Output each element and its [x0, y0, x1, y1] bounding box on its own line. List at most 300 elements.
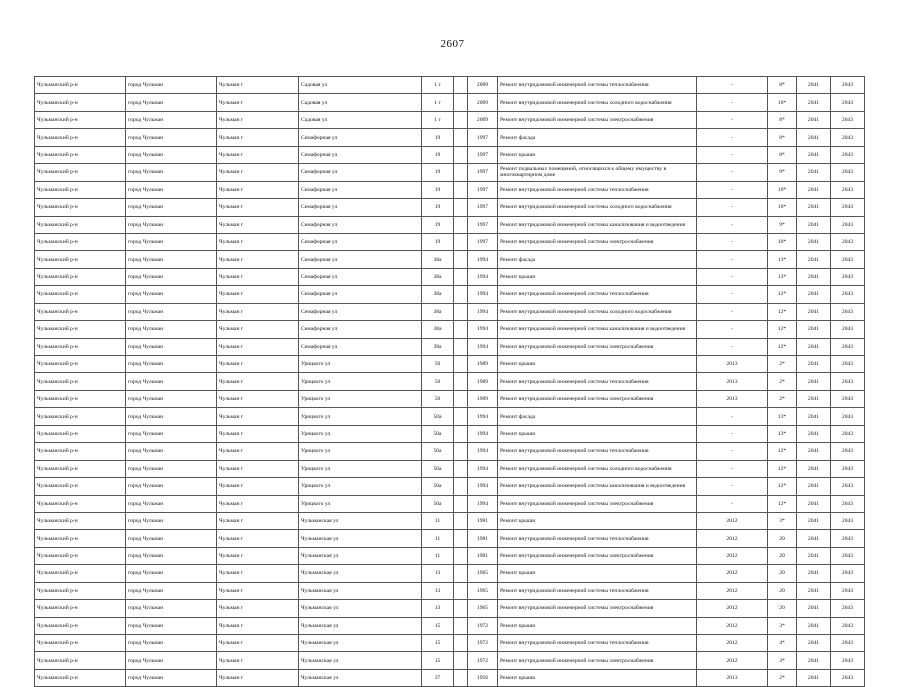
house-number-cell: 50 — [422, 390, 454, 407]
settlement-cell: город Чульман — [126, 425, 217, 442]
settlement-cell: город Чульман — [126, 565, 217, 582]
start-year-cell: 2041 — [797, 652, 831, 669]
locality-cell: Чульман г — [217, 94, 299, 111]
build-year-cell: 1994 — [468, 321, 498, 338]
table-row — [35, 408, 865, 425]
locality-cell: Чульман г — [217, 443, 299, 460]
work-type-cell: Ремонт внутридомовой инженерной системы канализования и водоотведения — [498, 478, 697, 495]
work-type-cell: Ремонт внутридомовой инженерной системы теплоснабжения — [498, 635, 697, 652]
street-cell: Чульманская ул — [299, 652, 422, 669]
locality-cell: Чульман г — [217, 408, 299, 425]
blank-cell — [454, 478, 468, 495]
blank-cell — [454, 373, 468, 390]
house-number-cell: 19 — [422, 216, 454, 233]
last-repair-cell: 2012 — [697, 582, 768, 599]
work-type-cell: Ремонт крыши — [498, 617, 697, 634]
work-type-cell: Ремонт крыши — [498, 146, 697, 163]
settlement-cell: город Чульман — [126, 94, 217, 111]
locality-cell: Чульман г — [217, 356, 299, 373]
settlement-cell: город Чульман — [126, 268, 217, 285]
street-cell: Чульманская ул — [299, 512, 422, 529]
table-row — [35, 617, 865, 634]
end-year-cell: 2043 — [831, 408, 865, 425]
start-year-cell: 2041 — [797, 321, 831, 338]
end-year-cell: 2043 — [831, 146, 865, 163]
period-cell: 20 — [768, 582, 797, 599]
period-cell: 2* — [768, 356, 797, 373]
house-number-cell: 50 — [422, 356, 454, 373]
settlement-cell: город Чульман — [126, 303, 217, 320]
build-year-cell: 2009 — [468, 111, 498, 128]
build-year-cell: 1965 — [468, 600, 498, 617]
house-number-cell: 19 — [422, 146, 454, 163]
end-year-cell: 2043 — [831, 77, 865, 94]
street-cell: Семафорная ул — [299, 321, 422, 338]
settlement-cell: город Чульман — [126, 146, 217, 163]
district-cell: Чульманский р-н — [35, 129, 126, 146]
blank-cell — [454, 460, 468, 477]
table-row — [35, 199, 865, 216]
build-year-cell: 1981 — [468, 512, 498, 529]
district-cell: Чульманский р-н — [35, 495, 126, 512]
blank-cell — [454, 303, 468, 320]
start-year-cell: 2041 — [797, 303, 831, 320]
start-year-cell: 2041 — [797, 216, 831, 233]
work-type-cell: Ремонт внутридомовой инженерной системы электроснабжения — [498, 495, 697, 512]
last-repair-cell: - — [697, 425, 768, 442]
house-number-cell: 15 — [422, 635, 454, 652]
street-cell: Семафорная ул — [299, 233, 422, 250]
settlement-cell: город Чульман — [126, 547, 217, 564]
start-year-cell: 2041 — [797, 617, 831, 634]
street-cell: Семафорная ул — [299, 216, 422, 233]
house-number-cell: 50а — [422, 460, 454, 477]
street-cell: Урицкого ул — [299, 495, 422, 512]
settlement-cell: город Чульман — [126, 356, 217, 373]
house-number-cell: 1 г — [422, 77, 454, 94]
period-cell: 12* — [768, 286, 797, 303]
start-year-cell: 2041 — [797, 181, 831, 198]
last-repair-cell: 2013 — [697, 669, 768, 686]
period-cell: 13* — [768, 425, 797, 442]
table-row — [35, 129, 865, 146]
locality-cell: Чульман г — [217, 321, 299, 338]
period-cell: 8* — [768, 77, 797, 94]
house-number-cell: 37 — [422, 669, 454, 686]
end-year-cell: 2043 — [831, 652, 865, 669]
settlement-cell: город Чульман — [126, 111, 217, 128]
table-row — [35, 146, 865, 163]
table-row — [35, 77, 865, 94]
last-repair-cell: - — [697, 233, 768, 250]
build-year-cell: 1994 — [468, 443, 498, 460]
street-cell: Семафорная ул — [299, 146, 422, 163]
work-type-cell: Ремонт внутридомовой инженерной системы электроснабжения — [498, 600, 697, 617]
locality-cell: Чульман г — [217, 216, 299, 233]
locality-cell: Чульман г — [217, 460, 299, 477]
house-number-cell: 38а — [422, 338, 454, 355]
end-year-cell: 2043 — [831, 600, 865, 617]
build-year-cell: 1965 — [468, 582, 498, 599]
work-type-cell: Ремонт фасада — [498, 129, 697, 146]
table-row — [35, 390, 865, 407]
start-year-cell: 2041 — [797, 268, 831, 285]
last-repair-cell: - — [697, 77, 768, 94]
settlement-cell: город Чульман — [126, 233, 217, 250]
period-cell: 12* — [768, 443, 797, 460]
blank-cell — [454, 530, 468, 547]
work-type-cell: Ремонт крыши — [498, 268, 697, 285]
work-type-cell: Ремонт внутридомовой инженерной системы электроснабжения — [498, 652, 697, 669]
build-year-cell: 1972 — [468, 652, 498, 669]
locality-cell: Чульман г — [217, 146, 299, 163]
period-cell: 12* — [768, 338, 797, 355]
table-row — [35, 547, 865, 564]
start-year-cell: 2041 — [797, 495, 831, 512]
house-number-cell: 38а — [422, 303, 454, 320]
blank-cell — [454, 565, 468, 582]
street-cell: Семафорная ул — [299, 129, 422, 146]
street-cell: Чульманская ул — [299, 547, 422, 564]
end-year-cell: 2043 — [831, 512, 865, 529]
settlement-cell: город Чульман — [126, 321, 217, 338]
table-row — [35, 443, 865, 460]
street-cell: Чульманская ул — [299, 617, 422, 634]
blank-cell — [454, 164, 468, 181]
end-year-cell: 2043 — [831, 617, 865, 634]
end-year-cell: 2043 — [831, 635, 865, 652]
build-year-cell: 2009 — [468, 77, 498, 94]
work-type-cell: Ремонт крыши — [498, 356, 697, 373]
end-year-cell: 2043 — [831, 530, 865, 547]
street-cell: Чульманская ул — [299, 582, 422, 599]
house-number-cell: 50 — [422, 373, 454, 390]
end-year-cell: 2043 — [831, 286, 865, 303]
blank-cell — [454, 600, 468, 617]
street-cell: Семафорная ул — [299, 181, 422, 198]
work-type-cell: Ремонт подвальных помещений, относящихся к общему имуществу в многоквартирном доме — [498, 164, 697, 181]
settlement-cell: город Чульман — [126, 617, 217, 634]
build-year-cell: 1997 — [468, 181, 498, 198]
house-number-cell: 50а — [422, 495, 454, 512]
house-number-cell: 11 — [422, 547, 454, 564]
period-cell: 12* — [768, 460, 797, 477]
period-cell: 3* — [768, 512, 797, 529]
work-type-cell: Ремонт внутридомовой инженерной системы электроснабжения — [498, 547, 697, 564]
work-type-cell: Ремонт внутридомовой инженерной системы канализования и водоотведения — [498, 216, 697, 233]
work-type-cell: Ремонт внутридомовой инженерной системы теплоснабжения — [498, 530, 697, 547]
house-number-cell: 50а — [422, 443, 454, 460]
street-cell: Семафорная ул — [299, 199, 422, 216]
house-number-cell: 38а — [422, 286, 454, 303]
build-year-cell: 1972 — [468, 617, 498, 634]
build-year-cell: 1997 — [468, 164, 498, 181]
district-cell: Чульманский р-н — [35, 582, 126, 599]
build-year-cell: 1997 — [468, 199, 498, 216]
end-year-cell: 2043 — [831, 129, 865, 146]
table-row — [35, 478, 865, 495]
blank-cell — [454, 199, 468, 216]
district-cell: Чульманский р-н — [35, 216, 126, 233]
settlement-cell: город Чульман — [126, 530, 217, 547]
settlement-cell: город Чульман — [126, 582, 217, 599]
period-cell: 2* — [768, 669, 797, 686]
start-year-cell: 2041 — [797, 233, 831, 250]
table-row — [35, 530, 865, 547]
district-cell: Чульманский р-н — [35, 286, 126, 303]
build-year-cell: 1981 — [468, 530, 498, 547]
locality-cell: Чульман г — [217, 495, 299, 512]
district-cell: Чульманский р-н — [35, 478, 126, 495]
start-year-cell: 2041 — [797, 425, 831, 442]
blank-cell — [454, 356, 468, 373]
house-number-cell: 1 г — [422, 94, 454, 111]
build-year-cell: 1972 — [468, 635, 498, 652]
house-number-cell: 38а — [422, 268, 454, 285]
district-cell: Чульманский р-н — [35, 547, 126, 564]
build-year-cell: 1989 — [468, 356, 498, 373]
work-type-cell: Ремонт внутридомовой инженерной системы электроснабжения — [498, 111, 697, 128]
table-row — [35, 338, 865, 355]
district-cell: Чульманский р-н — [35, 356, 126, 373]
street-cell: Семафорная ул — [299, 164, 422, 181]
street-cell: Урицкого ул — [299, 390, 422, 407]
build-year-cell: 1997 — [468, 129, 498, 146]
street-cell: Урицкого ул — [299, 373, 422, 390]
end-year-cell: 2043 — [831, 233, 865, 250]
street-cell: Семафорная ул — [299, 268, 422, 285]
locality-cell: Чульман г — [217, 425, 299, 442]
repair-schedule-table — [34, 76, 865, 687]
last-repair-cell: - — [697, 495, 768, 512]
table-row — [35, 286, 865, 303]
table-row — [35, 164, 865, 181]
house-number-cell: 19 — [422, 129, 454, 146]
street-cell: Урицкого ул — [299, 356, 422, 373]
locality-cell: Чульман г — [217, 338, 299, 355]
table-row — [35, 181, 865, 198]
build-year-cell: 1997 — [468, 146, 498, 163]
settlement-cell: город Чульман — [126, 373, 217, 390]
start-year-cell: 2041 — [797, 111, 831, 128]
locality-cell: Чульман г — [217, 303, 299, 320]
period-cell: 13* — [768, 408, 797, 425]
build-year-cell: 1989 — [468, 390, 498, 407]
work-type-cell: Ремонт внутридомовой инженерной системы теплоснабжения — [498, 582, 697, 599]
table-row — [35, 652, 865, 669]
work-type-cell: Ремонт внутридомовой инженерной системы холодного водоснабжения — [498, 460, 697, 477]
last-repair-cell: 2012 — [697, 652, 768, 669]
work-type-cell: Ремонт крыши — [498, 512, 697, 529]
district-cell: Чульманский р-н — [35, 390, 126, 407]
start-year-cell: 2041 — [797, 94, 831, 111]
locality-cell: Чульман г — [217, 286, 299, 303]
work-type-cell: Ремонт внутридомовой инженерной системы теплоснабжения — [498, 286, 697, 303]
blank-cell — [454, 652, 468, 669]
last-repair-cell: - — [697, 251, 768, 268]
end-year-cell: 2043 — [831, 356, 865, 373]
street-cell: Семафорная ул — [299, 251, 422, 268]
house-number-cell: 11 — [422, 512, 454, 529]
house-number-cell: 11 — [422, 530, 454, 547]
house-number-cell: 19 — [422, 199, 454, 216]
locality-cell: Чульман г — [217, 582, 299, 599]
settlement-cell: город Чульман — [126, 635, 217, 652]
last-repair-cell: 2012 — [697, 547, 768, 564]
period-cell: 9* — [768, 216, 797, 233]
blank-cell — [454, 146, 468, 163]
district-cell: Чульманский р-н — [35, 512, 126, 529]
last-repair-cell: - — [697, 164, 768, 181]
start-year-cell: 2041 — [797, 565, 831, 582]
district-cell: Чульманский р-н — [35, 199, 126, 216]
start-year-cell: 2041 — [797, 460, 831, 477]
work-type-cell: Ремонт внутридомовой инженерной системы электроснабжения — [498, 338, 697, 355]
district-cell: Чульманский р-н — [35, 77, 126, 94]
house-number-cell: 50а — [422, 425, 454, 442]
last-repair-cell: - — [697, 408, 768, 425]
table-row — [35, 111, 865, 128]
last-repair-cell: - — [697, 94, 768, 111]
district-cell: Чульманский р-н — [35, 617, 126, 634]
district-cell: Чульманский р-н — [35, 338, 126, 355]
blank-cell — [454, 390, 468, 407]
work-type-cell: Ремонт внутридомовой инженерной системы холодного водоснабжения — [498, 303, 697, 320]
last-repair-cell: 2012 — [697, 617, 768, 634]
period-cell: 10* — [768, 199, 797, 216]
locality-cell: Чульман г — [217, 164, 299, 181]
street-cell: Чульманская ул — [299, 530, 422, 547]
start-year-cell: 2041 — [797, 251, 831, 268]
street-cell: Чульманская ул — [299, 565, 422, 582]
locality-cell: Чульман г — [217, 565, 299, 582]
start-year-cell: 2041 — [797, 478, 831, 495]
table-row — [35, 356, 865, 373]
build-year-cell: 2009 — [468, 94, 498, 111]
blank-cell — [454, 321, 468, 338]
build-year-cell: 1994 — [468, 495, 498, 512]
work-type-cell: Ремонт фасада — [498, 251, 697, 268]
district-cell: Чульманский р-н — [35, 530, 126, 547]
locality-cell: Чульман г — [217, 181, 299, 198]
district-cell: Чульманский р-н — [35, 565, 126, 582]
build-year-cell: 1965 — [468, 565, 498, 582]
last-repair-cell: - — [697, 111, 768, 128]
blank-cell — [454, 111, 468, 128]
locality-cell: Чульман г — [217, 199, 299, 216]
settlement-cell: город Чульман — [126, 669, 217, 686]
blank-cell — [454, 425, 468, 442]
settlement-cell: город Чульман — [126, 199, 217, 216]
settlement-cell: город Чульман — [126, 216, 217, 233]
end-year-cell: 2043 — [831, 495, 865, 512]
district-cell: Чульманский р-н — [35, 111, 126, 128]
period-cell: 20 — [768, 565, 797, 582]
house-number-cell: 1 г — [422, 111, 454, 128]
table-row — [35, 216, 865, 233]
period-cell: 20 — [768, 530, 797, 547]
settlement-cell: город Чульман — [126, 286, 217, 303]
work-type-cell: Ремонт внутридомовой инженерной системы электроснабжения — [498, 390, 697, 407]
house-number-cell: 13 — [422, 582, 454, 599]
period-cell: 10* — [768, 181, 797, 198]
period-cell: 20 — [768, 547, 797, 564]
start-year-cell: 2041 — [797, 146, 831, 163]
last-repair-cell: 2012 — [697, 600, 768, 617]
district-cell: Чульманский р-н — [35, 146, 126, 163]
blank-cell — [454, 669, 468, 686]
settlement-cell: город Чульман — [126, 251, 217, 268]
work-type-cell: Ремонт внутридомовой инженерной системы теплоснабжения — [498, 373, 697, 390]
table-row — [35, 303, 865, 320]
work-type-cell: Ремонт внутридомовой инженерной системы электроснабжения — [498, 233, 697, 250]
last-repair-cell: - — [697, 146, 768, 163]
end-year-cell: 2043 — [831, 251, 865, 268]
build-year-cell: 1994 — [468, 268, 498, 285]
last-repair-cell: - — [697, 216, 768, 233]
end-year-cell: 2043 — [831, 390, 865, 407]
district-cell: Чульманский р-н — [35, 94, 126, 111]
district-cell: Чульманский р-н — [35, 425, 126, 442]
locality-cell: Чульман г — [217, 669, 299, 686]
end-year-cell: 2043 — [831, 303, 865, 320]
settlement-cell: город Чульман — [126, 600, 217, 617]
street-cell: Чульманская ул — [299, 600, 422, 617]
blank-cell — [454, 286, 468, 303]
last-repair-cell: - — [697, 460, 768, 477]
street-cell: Садовая ул — [299, 77, 422, 94]
period-cell: 9* — [768, 164, 797, 181]
build-year-cell: 1994 — [468, 460, 498, 477]
house-number-cell: 13 — [422, 565, 454, 582]
locality-cell: Чульман г — [217, 512, 299, 529]
last-repair-cell: 2012 — [697, 530, 768, 547]
table-row — [35, 635, 865, 652]
table-row — [35, 373, 865, 390]
last-repair-cell: - — [697, 199, 768, 216]
start-year-cell: 2041 — [797, 338, 831, 355]
start-year-cell: 2041 — [797, 356, 831, 373]
settlement-cell: город Чульман — [126, 164, 217, 181]
last-repair-cell: - — [697, 478, 768, 495]
period-cell: 20 — [768, 600, 797, 617]
end-year-cell: 2043 — [831, 199, 865, 216]
house-number-cell: 38а — [422, 321, 454, 338]
period-cell: 10* — [768, 94, 797, 111]
table-row — [35, 669, 865, 686]
table-row — [35, 600, 865, 617]
district-cell: Чульманский р-н — [35, 373, 126, 390]
locality-cell: Чульман г — [217, 530, 299, 547]
period-cell: 2* — [768, 373, 797, 390]
locality-cell: Чульман г — [217, 600, 299, 617]
district-cell: Чульманский р-н — [35, 408, 126, 425]
settlement-cell: город Чульман — [126, 181, 217, 198]
blank-cell — [454, 268, 468, 285]
end-year-cell: 2043 — [831, 338, 865, 355]
house-number-cell: 50а — [422, 478, 454, 495]
house-number-cell: 13 — [422, 600, 454, 617]
work-type-cell: Ремонт фасада — [498, 408, 697, 425]
house-number-cell: 50а — [422, 408, 454, 425]
build-year-cell: 1994 — [468, 408, 498, 425]
end-year-cell: 2043 — [831, 181, 865, 198]
blank-cell — [454, 443, 468, 460]
street-cell: Семафорная ул — [299, 303, 422, 320]
locality-cell: Чульман г — [217, 77, 299, 94]
end-year-cell: 2043 — [831, 268, 865, 285]
end-year-cell: 2043 — [831, 443, 865, 460]
